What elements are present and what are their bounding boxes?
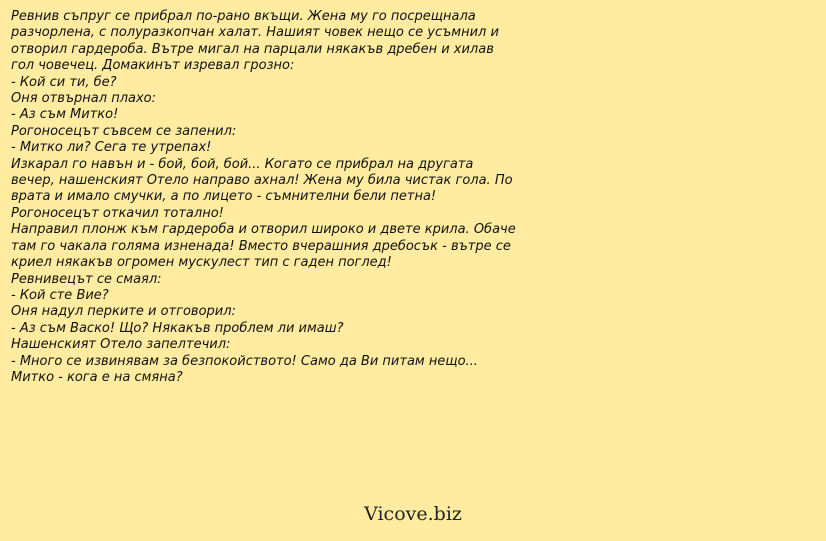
joke-line: - Митко ли? Сега те утрепах! xyxy=(11,140,212,156)
joke-line: - Аз съм Васко! Що? Някакъв проблем ли имаш? xyxy=(11,320,344,336)
joke-line: разчорлена, с полуразкопчан халат. Нашият човек нещо се усъмнил и xyxy=(11,25,499,41)
joke-line: Изкарал го навън и - бой, бой, бой... Когато се прибрал на другата xyxy=(11,156,474,172)
joke-line: - Кой сте Вие? xyxy=(11,287,109,303)
joke-line: врата и имало смучки, а по лицето - съмнителни бели петна! xyxy=(11,189,437,205)
joke-line: там го чакала голяма изненада! Вместо вчерашния дребосък - вътре се xyxy=(11,238,511,254)
joke-text xyxy=(11,9,811,386)
joke-line: Оня отвърнал плахо: xyxy=(11,91,157,107)
joke-line: - Кой си ти, бе? xyxy=(11,74,117,90)
joke-line: Рогоносецът откачил тотално! xyxy=(11,205,224,221)
joke-line: вечер, нашенският Отело направо ахнал! Жена му била чистак гола. По xyxy=(11,173,513,189)
joke-line: отворил гардероба. Вътре мигал на парцали някакъв дребен и хилав xyxy=(11,41,494,57)
joke-line: Оня надул перките и отговорил: xyxy=(11,304,236,320)
site-watermark: Vicove.biz xyxy=(364,503,462,525)
joke-line: Рогоносецът съвсем се запенил: xyxy=(11,123,237,139)
joke-line: Направил плонж към гардероба и отворил широко и двете крила. Обаче xyxy=(11,222,516,238)
joke-line: гол човечец. Домакинът изревал грозно: xyxy=(11,58,295,74)
joke-line: Ревнив съпруг се прибрал по-рано вкъщи. Жена му го посрещнала xyxy=(11,9,476,24)
joke-line: Ревнивецът се смаял: xyxy=(11,271,162,287)
joke-line: Нашенският Отело запелтечил: xyxy=(11,337,231,353)
joke-line: - Аз съм Митко! xyxy=(11,107,119,123)
joke-line: - Много се извинявам за безпокойството! Само да Ви питам нещо... xyxy=(11,353,478,369)
joke-line: Митко - кога е на смяна? xyxy=(11,369,183,385)
joke-line: криел някакъв огромен мускулест тип с гаден поглед! xyxy=(11,255,392,271)
